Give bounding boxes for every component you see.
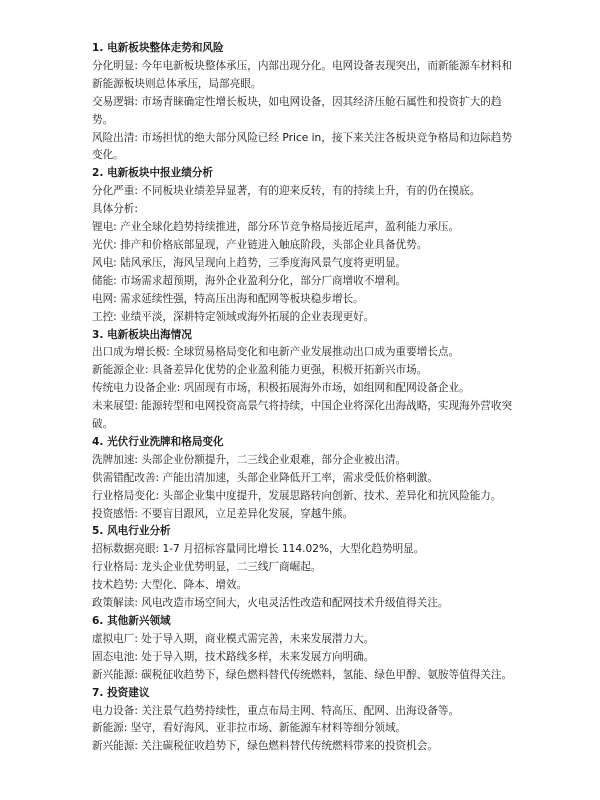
- paragraph: 供需错配改善: 产能出清加速，头部企业降低开工率，需求受低价格刺激。: [92, 471, 438, 484]
- paragraph: 传统电力设备企业: 巩固现有市场，积极拓展海外市场，如组网和配网设备企业。: [92, 382, 470, 395]
- paragraph: 交易逻辑: 市场青睐确定性增长板块，如电网设备，因其经济压舱石属性和投资扩大的趋势。: [92, 95, 502, 126]
- paragraph: 储能: 市场需求超预期，海外企业盈利分化，部分厂商增收不增利。: [92, 274, 407, 287]
- section-heading: 2. 电新板块中报业绩分析: [92, 167, 214, 180]
- paragraph: 锂电: 产业全球化趋势持续推进，部分环节竞争格局接近尾声，盈利能力承压。: [92, 221, 460, 234]
- paragraph: 具体分析:: [92, 203, 138, 216]
- paragraph: 行业格局: 龙头企业优势明显，二三线厂商崛起。: [92, 561, 322, 574]
- paragraph: 招标数据亮眼: 1-7 月招标容量同比增长 114.02%，大型化趋势明显。: [92, 543, 425, 556]
- paragraph: 投资感悟: 不要盲目跟风，立足差异化发展，穿越牛熊。: [92, 507, 354, 520]
- section-3: [92, 327, 522, 434]
- paragraph: 政策解读: 风电改造市场空间大，火电灵活性改造和配网技术升级值得关注。: [92, 597, 449, 610]
- section-heading: 7. 投资建议: [92, 686, 150, 699]
- paragraph: 新能源企业: 具备差异化优势的企业盈利能力更强，积极开拓新兴市场。: [92, 364, 428, 377]
- paragraph: 虚拟电厂: 处于导入期，商业模式需完善，未来发展潜力大。: [92, 632, 375, 645]
- paragraph: 风电: 陆风承压，海风呈现向上趋势，三季度海风景气度将更明显。: [92, 256, 407, 269]
- section-heading: 3. 电新板块出海情况: [92, 328, 192, 341]
- paragraph: 洗牌加速: 头部企业份额提升，二三线企业艰难，部分企业被出清。: [92, 453, 407, 466]
- paragraph: 分化明显: 今年电新板块整体承压，内部出现分化。电网设备表现突出，而新能源车材料和新能源板块则总体承压，局部亮眼。: [92, 59, 513, 90]
- section-heading: 5. 风电行业分析: [92, 525, 171, 538]
- paragraph: 新能源: 坚守，看好海风、亚非拉市场、新能源车材料等细分领域。: [92, 722, 407, 735]
- paragraph: 未来展望: 能源转型和电网投资高景气将持续，中国企业将深化出海战略，实现海外营收突破。: [92, 400, 513, 431]
- section-heading: 4. 光伏行业洗牌和格局变化: [92, 435, 224, 448]
- paragraph: 出口成为增长极: 全球贸易格局变化和电新产业发展推动出口成为重要增长点。: [92, 346, 460, 359]
- paragraph: 光伏: 排产和价格底部显现，产业链进入触底阶段，头部企业具备优势。: [92, 238, 428, 251]
- section-7: [92, 685, 522, 757]
- paragraph: 新兴能源: 碳税征收趋势下，绿色燃料替代传统燃料，氢能、绿色甲醇、氨胺等值得关注。: [92, 668, 513, 681]
- paragraph: 行业格局变化: 头部企业集中度提升，发展思路转向创新、技术、差异化和抗风险能力。: [92, 489, 502, 502]
- paragraph: 分化严重: 不同板块业绩差异显著，有的迎来反转，有的持续上升，有的仍在摸底。: [92, 185, 481, 198]
- section-4: [92, 434, 522, 524]
- section-5: [92, 523, 522, 613]
- section-1: [92, 40, 522, 165]
- section-2: [92, 165, 522, 326]
- section-6: [92, 613, 522, 685]
- document-body: [92, 40, 522, 756]
- paragraph: 固态电池: 处于导入期，技术路线多样，未来发展方向明确。: [92, 650, 375, 663]
- section-heading: 6. 其他新兴领域: [92, 615, 171, 627]
- section-heading: 1. 电新板块整体走势和风险: [92, 42, 224, 54]
- paragraph: 电力设备: 关注景气趋势持续性，重点布局主网、特高压、配网、出海设备等。: [92, 704, 460, 717]
- paragraph: 风险出清: 市场担忧的绝大部分风险已经 Price in，接下来关注各板块竞争格局和边际趋势变化。: [92, 131, 512, 162]
- paragraph: 技术趋势: 大型化、降本、增效。: [92, 579, 248, 592]
- paragraph: 电网: 需求延续性强，特高压出海和配网等板块稳步增长。: [92, 292, 364, 305]
- paragraph: 新兴能源: 关注碳税征收趋势下，绿色燃料替代传统燃料带来的投资机会。: [92, 740, 438, 753]
- paragraph: 工控: 业绩平淡，深耕特定领域或海外拓展的企业表现更好。: [92, 310, 375, 323]
